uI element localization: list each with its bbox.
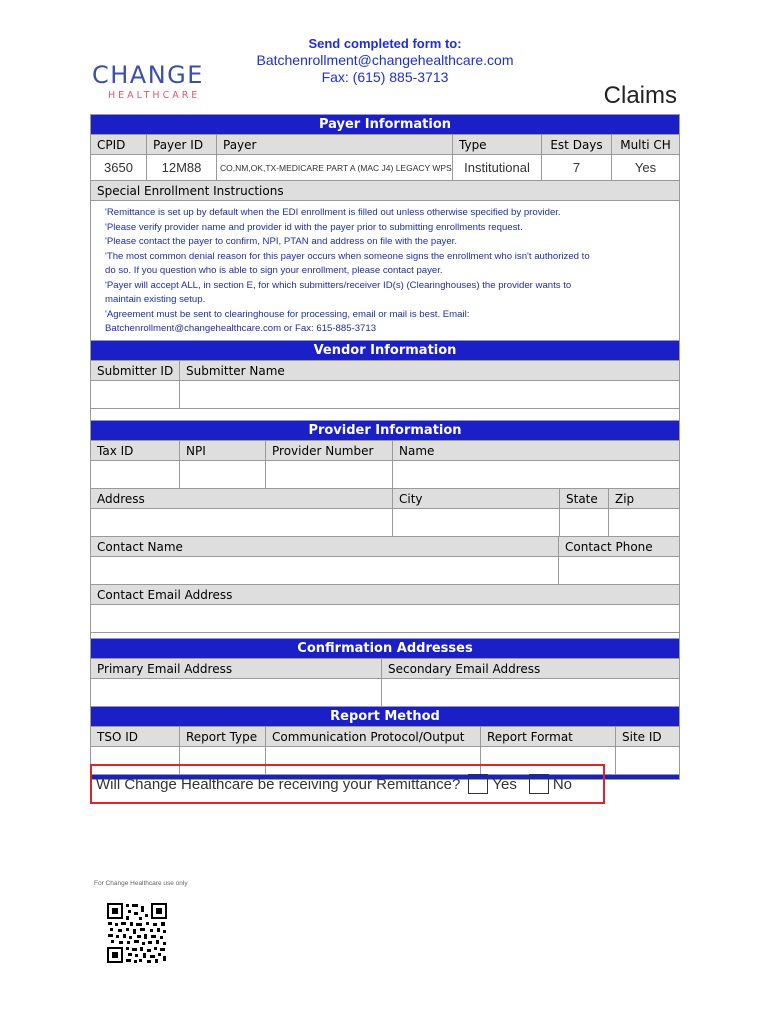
provider-header-row-1 [91, 441, 679, 461]
remittance-yes-label: Yes [492, 775, 517, 793]
header-report-type: Report Type [180, 727, 266, 747]
type-value: Institutional [453, 155, 542, 181]
footer-note: For Change Healthcare use only [94, 880, 188, 887]
header-cpid: CPID [91, 135, 147, 155]
remittance-no-checkbox[interactable] [529, 774, 549, 794]
contact-email-field[interactable] [91, 605, 679, 633]
secondary-email-field[interactable] [382, 679, 679, 707]
provider-input-row-2 [91, 509, 679, 537]
form-title: Claims [603, 82, 677, 109]
logo-subtext: HEALTHCARE [108, 90, 201, 101]
report-header-row [91, 727, 679, 747]
confirmation-header-row [91, 659, 679, 679]
header-submitter-id: Submitter ID [91, 361, 180, 381]
qr-code [106, 902, 168, 964]
provider-header-row-3 [91, 537, 679, 557]
send-title: Send completed form to: [308, 36, 462, 51]
header-address: Address [91, 489, 393, 509]
header-est-days: Est Days [542, 135, 612, 155]
special-instructions-title: Special Enrollment Instructions [91, 181, 679, 201]
header-submitter-name: Submitter Name [180, 361, 679, 381]
provider-input-row-1 [91, 461, 679, 489]
remittance-question-box [90, 764, 605, 804]
vendor-section-title: Vendor Information [91, 341, 679, 361]
provider-input-row-4 [91, 605, 679, 633]
instruction-line: 'Payer will accept ALL, in section E, for which submitters/receiver ID(s) (Clearinghouses) the provider wants to [105, 279, 572, 291]
site-id-field[interactable] [616, 747, 679, 775]
header-tso-id: TSO ID [91, 727, 180, 747]
header-city: City [393, 489, 560, 509]
est-days-value: 7 [542, 155, 612, 181]
enrollment-form [90, 114, 680, 780]
address-field[interactable] [91, 509, 393, 537]
send-fax: Fax: (615) 885-3713 [321, 69, 449, 85]
contact-name-field[interactable] [91, 557, 559, 585]
npi-field[interactable] [180, 461, 266, 489]
header-npi: NPI [180, 441, 266, 461]
zip-field[interactable] [609, 509, 679, 537]
section-spacer [91, 409, 679, 421]
primary-email-field[interactable] [91, 679, 382, 707]
provider-input-row-3 [91, 557, 679, 585]
vendor-input-row [91, 381, 679, 409]
confirmation-input-row [91, 679, 679, 707]
payer-id-value: 12M88 [147, 155, 217, 181]
payer-header-row [91, 135, 679, 155]
instruction-line: 'Please verify provider name and provider id with the payer prior to submitting enrollments request. [105, 221, 523, 233]
remittance-no-label: No [552, 775, 573, 793]
header-primary-email: Primary Email Address [91, 659, 382, 679]
logo-wordmark: CHANGE [92, 61, 204, 89]
contact-phone-field[interactable] [559, 557, 679, 585]
header-tax-id: Tax ID [91, 441, 180, 461]
instruction-line: 'The most common denial reason for this payer occurs when someone signs the enrollment who isn't authorized to [105, 250, 590, 262]
instruction-line: Batchenrollment@changehealthcare.com or Fax: 615-885-3713 [105, 323, 377, 334]
instruction-line: maintain existing setup. [105, 294, 206, 305]
name-field[interactable] [393, 461, 679, 489]
header-secondary-email: Secondary Email Address [382, 659, 679, 679]
header-communication-protocol: Communication Protocol/Output [266, 727, 481, 747]
special-instructions [91, 201, 679, 341]
report-section-title: Report Method [91, 707, 679, 727]
send-email: Batchenrollment@changehealthcare.com [256, 52, 514, 68]
header-payer-id: Payer ID [147, 135, 217, 155]
instruction-line: 'Remittance is set up by default when the EDI enrollment is filled out unless otherwise specified by provider. [105, 207, 561, 218]
instruction-line: do so. If you question who is able to sign your enrollment, please contact payer. [105, 265, 443, 276]
header-name: Name [393, 441, 679, 461]
submitter-name-field[interactable] [180, 381, 679, 409]
instruction-line: 'Please contact the payer to confirm, NPI, PTAN and address on file with the payer. [105, 236, 458, 247]
header-report-format: Report Format [481, 727, 616, 747]
provider-number-field[interactable] [266, 461, 393, 489]
header-provider-number: Provider Number [266, 441, 393, 461]
instruction-line: 'Agreement must be sent to clearinghouse for processing, email or mail is best. Email: [105, 308, 470, 320]
provider-header-row-2 [91, 489, 679, 509]
tax-id-field[interactable] [91, 461, 180, 489]
remittance-question: Will Change Healthcare be receiving your Remittance? [96, 775, 461, 793]
state-field[interactable] [560, 509, 609, 537]
header-multi-ch: Multi CH [612, 135, 679, 155]
submitter-id-field[interactable] [91, 381, 180, 409]
confirmation-section-title: Confirmation Addresses [91, 639, 679, 659]
cpid-value: 3650 [91, 155, 147, 181]
header-contact-name: Contact Name [91, 537, 559, 557]
provider-header-row-4 [91, 585, 679, 605]
header-state: State [560, 489, 609, 509]
payer-value-row [91, 155, 679, 181]
header-contact-email: Contact Email Address [91, 585, 679, 605]
header-contact-phone: Contact Phone [559, 537, 679, 557]
header-zip: Zip [609, 489, 679, 509]
payer-name-value: CO,NM,OK,TX-MEDICARE PART A (MAC J4) LEGACY WPS [217, 155, 453, 181]
header-type: Type [453, 135, 542, 155]
provider-section-title: Provider Information [91, 421, 679, 441]
city-field[interactable] [393, 509, 560, 537]
remittance-yes-checkbox[interactable] [468, 774, 488, 794]
header-site-id: Site ID [616, 727, 679, 747]
payer-section-title: Payer Information [91, 115, 679, 135]
vendor-header-row [91, 361, 679, 381]
multi-ch-value: Yes [612, 155, 679, 181]
header-payer: Payer [217, 135, 453, 155]
